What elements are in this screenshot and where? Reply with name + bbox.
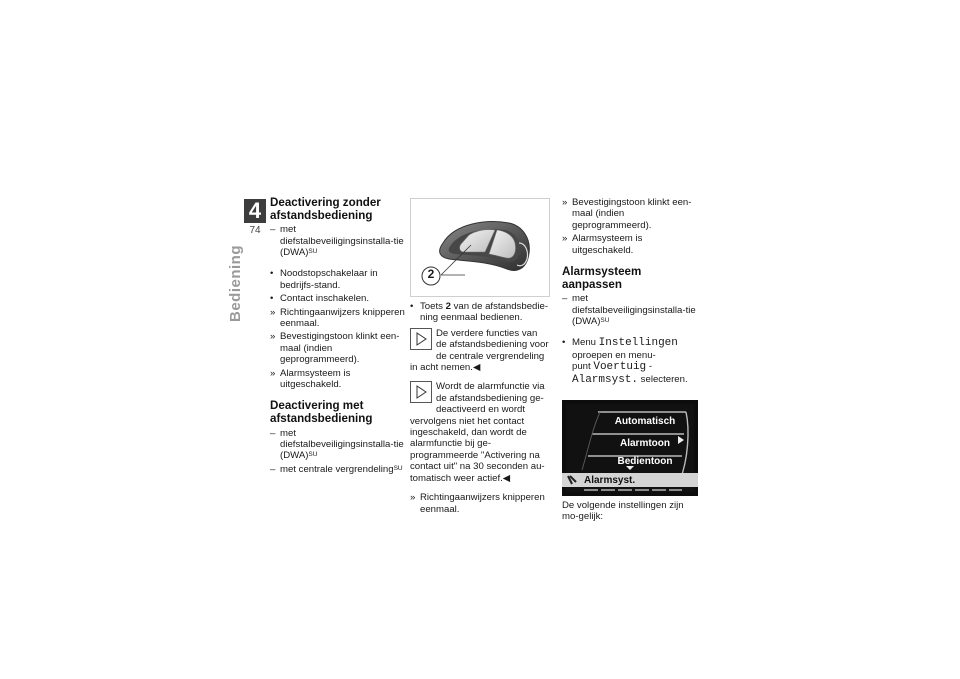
heading-deactivation-without-remote: Deactivering zonder afstandsbediening [270, 196, 381, 222]
result-item [270, 368, 408, 391]
menu-text-pre: Menu [572, 337, 599, 349]
result-item [270, 307, 408, 330]
requirement-item [270, 464, 408, 475]
result-marker: » [562, 197, 568, 208]
bullet-marker: • [562, 337, 566, 349]
dash-marker: – [270, 427, 276, 439]
menu-code-vehicle: Voertuig [593, 361, 647, 374]
menu-text-mid1: oproepen en menu- [572, 349, 656, 361]
menu-option-automatisch: Automatisch [614, 416, 676, 428]
result-text: Richtingaanwijzers knipperen eenmaal. [420, 492, 545, 515]
result-text: Alarmsysteem is uitgeschakeld. [572, 233, 643, 256]
requirement-text: met diefstalbeveiligingsinstalla-tie (DWA) [572, 293, 696, 328]
after-figure-text: De volgende instellingen zijn mo-gelijk: [562, 500, 684, 523]
bullet-text: Noodstopschakelaar in bedrijfs-stand. [280, 268, 378, 291]
note-triangle-icon [410, 328, 432, 350]
end-mark: ◀ [472, 362, 481, 374]
figure-callout-number: 2 [427, 267, 435, 281]
dash-marker: – [562, 293, 568, 305]
display-screenshot [562, 400, 698, 496]
requirement-item [270, 428, 408, 462]
bullet-text-bold: 2 [445, 301, 451, 312]
result-marker: » [270, 306, 276, 318]
column-1 [270, 197, 408, 477]
result-text: Alarmsysteem is uitgeschakeld. [280, 367, 351, 391]
remote-key-figure [410, 198, 550, 297]
heading-adjust-alarm: Alarmsysteem aanpassen [562, 265, 642, 291]
result-marker: » [270, 331, 276, 343]
bullet-marker: • [270, 293, 274, 305]
chapter-number: 4 [244, 199, 266, 223]
menu-dash: - [646, 361, 653, 373]
display-footer-label: Alarmsyst. [584, 475, 636, 487]
bullet-text-pre: Toets [420, 301, 446, 312]
result-item [270, 331, 408, 365]
menu-code-alarm: Alarmsyst. [572, 373, 639, 386]
bullet-item [270, 293, 408, 304]
dash-marker: – [270, 463, 276, 475]
bullet-marker: • [410, 301, 414, 312]
requirement-text: met diefstalbeveiligingsinstalla-tie (DWA) [280, 427, 404, 462]
requirement-sup: SU [393, 464, 403, 472]
bullet-marker: • [270, 268, 274, 280]
requirement-item [562, 293, 700, 327]
result-item [410, 492, 550, 515]
note-triangle-icon [410, 381, 432, 403]
result-marker: » [270, 367, 276, 379]
bullet-text: Contact inschakelen. [280, 293, 370, 305]
result-item [562, 197, 700, 231]
column-2 [410, 198, 550, 517]
note-block [410, 328, 550, 374]
remote-key-illustration [411, 199, 549, 296]
menu-option-bedientoon: Bedientoon [617, 456, 673, 468]
requirement-text: met diefstalbeveiligingsinstalla-tie (DWA) [280, 224, 404, 258]
menu-text-post: selecteren. [638, 373, 688, 385]
bullet-text-post: van de afstandsbedie-ning eenmaal bedienen. [420, 301, 549, 324]
result-item [562, 233, 700, 256]
menu-text-mid2: punt [572, 361, 594, 373]
bullet-item [270, 268, 408, 291]
note-text: De verdere functies van de afstandsbediening voor de centrale vergrendeling in acht nemen. [410, 327, 549, 374]
page-number: 74 [249, 225, 261, 236]
result-text: Bevestigingstoon klinkt een-maal (indien geprogrammeerd). [572, 197, 692, 231]
column-3 [562, 197, 700, 523]
chapter-side-label-text: Bediening [227, 244, 244, 322]
result-marker: » [562, 233, 568, 245]
bullet-item [410, 301, 550, 324]
requirement-sup: SU [600, 317, 610, 325]
note-block [410, 381, 550, 484]
result-marker: » [410, 492, 416, 504]
bullet-item [562, 337, 700, 386]
requirement-text: met centrale vergrendeling [280, 463, 394, 475]
requirement-item [270, 224, 408, 258]
menu-option-alarmtoon: Alarmtoon [620, 438, 670, 450]
heading-deactivation-with-remote: Deactivering met afstandsbediening [270, 399, 373, 426]
note-text: Wordt de alarmfunctie via de afstandsbediening ge-deactiveerd en wordt vervolgens niet het contact ingeschakeld, dan wordt de alarmfunctie bij ge-programmeerde "Activering na contact uit" na 30 seconden au-tomatisch weer actief. [410, 381, 545, 484]
result-text: Richtingaanwijzers knipperen eenmaal. [280, 306, 405, 330]
result-text: Bevestigingstoon klinkt een-maal (indien geprogrammeerd). [280, 331, 400, 366]
end-mark: ◀ [502, 472, 511, 484]
requirement-sup: SU [308, 248, 318, 255]
chapter-side-label [227, 244, 275, 322]
requirement-sup: SU [308, 451, 318, 459]
menu-code-settings: Instellingen [598, 337, 678, 350]
dash-marker: – [270, 224, 276, 236]
